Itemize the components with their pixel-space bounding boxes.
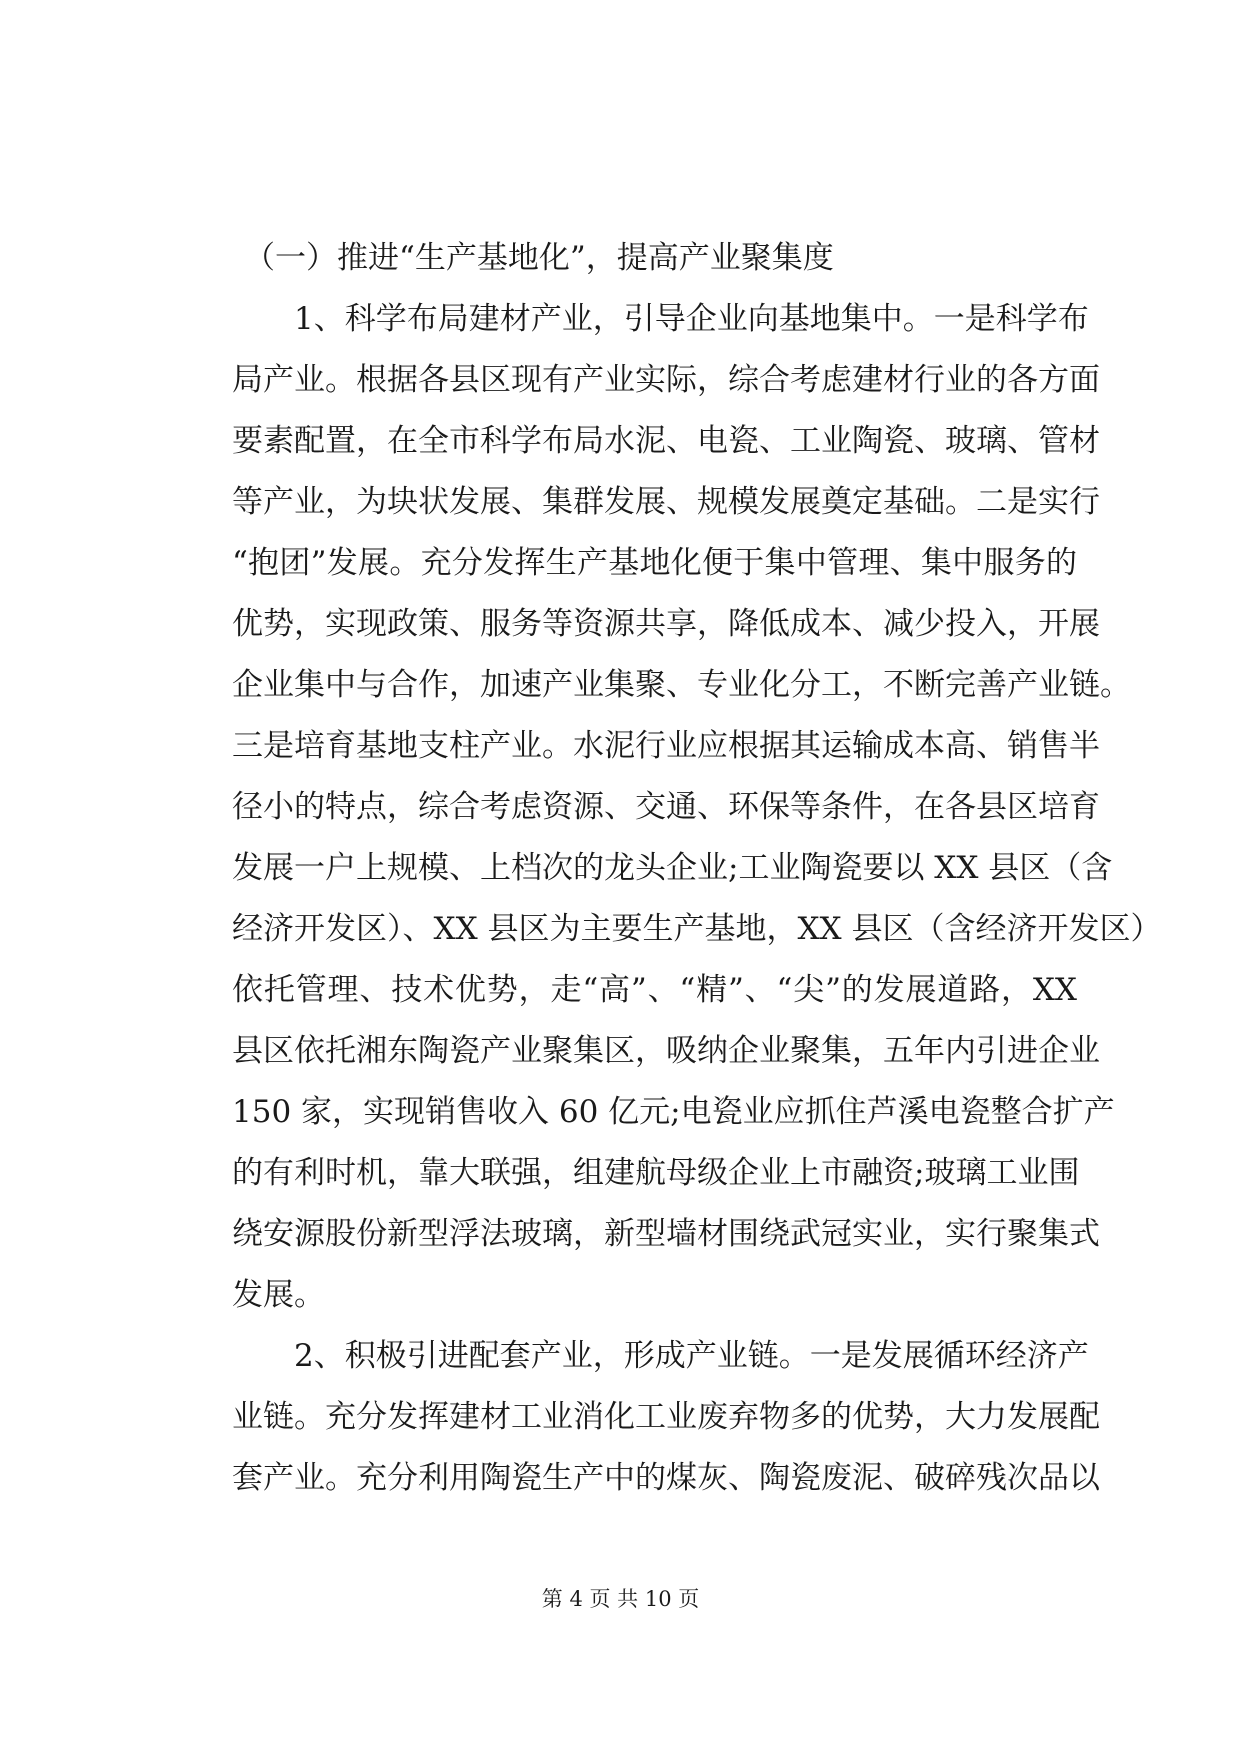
section-heading: （一）推进“生产基地化”，提高产业聚集度 [244, 240, 834, 276]
text-line: 优势，实现政策、服务等资源共享，降低成本、减少投入，开展 [232, 606, 1100, 642]
text-line: 依托管理、技术优势，走“高”、“精”、“尖”的发展道路，XX [232, 972, 1077, 1008]
page-number-footer: 第 4 页 共 10 页 [541, 1587, 700, 1611]
text-line: 三是培育基地支柱产业。水泥行业应根据其运输成本高、销售半 [232, 728, 1100, 764]
text-line: 发展。 [232, 1277, 325, 1313]
text-line: 企业集中与合作，加速产业集聚、专业化分工，不断完善产业链。 [232, 667, 1131, 703]
text-line: 县区依托湘东陶瓷产业聚集区，吸纳企业聚集，五年内引进企业 [232, 1033, 1100, 1069]
text-line: 径小的特点，综合考虑资源、交通、环保等条件，在各县区培育 [232, 789, 1100, 825]
text-line: 绕安源股份新型浮法玻璃，新型墙材围绕武冠实业，实行聚集式 [232, 1216, 1100, 1252]
text-line: “抱团”发展。充分发挥生产基地化便于集中管理、集中服务的 [232, 545, 1077, 581]
text-line: 要素配置，在全市科学布局水泥、电瓷、工业陶瓷、玻璃、管材 [232, 423, 1100, 459]
text-line: 1、科学布局建材产业，引导企业向基地集中。一是科学布 [294, 301, 1089, 337]
text-line: 局产业。根据各县区现有产业实际，综合考虑建材行业的各方面 [232, 362, 1100, 398]
text-line: 等产业，为块状发展、集群发展、规模发展奠定基础。二是实行 [232, 484, 1100, 520]
paragraph-1 [232, 289, 1162, 1326]
text-line: 发展一户上规模、上档次的龙头企业;工业陶瓷要以 XX 县区（含 [232, 850, 1113, 886]
text-line: 业链。充分发挥建材工业消化工业废弃物多的优势，大力发展配 [232, 1399, 1100, 1435]
paragraph-2 [232, 1326, 1100, 1509]
text-line: 的有利时机，靠大联强，组建航母级企业上市融资;玻璃工业围 [232, 1155, 1080, 1191]
document-body [232, 228, 1162, 1509]
text-line: 经济开发区）、XX 县区为主要生产基地，XX 县区（含经济开发区） [232, 911, 1162, 947]
text-line: 2、积极引进配套产业，形成产业链。一是发展循环经济产 [294, 1338, 1089, 1374]
text-line: 150 家，实现销售收入 60 亿元;电瓷业应抓住芦溪电瓷整合扩产 [232, 1094, 1115, 1130]
text-line: 套产业。充分利用陶瓷生产中的煤灰、陶瓷废泥、破碎残次品以 [232, 1460, 1100, 1496]
